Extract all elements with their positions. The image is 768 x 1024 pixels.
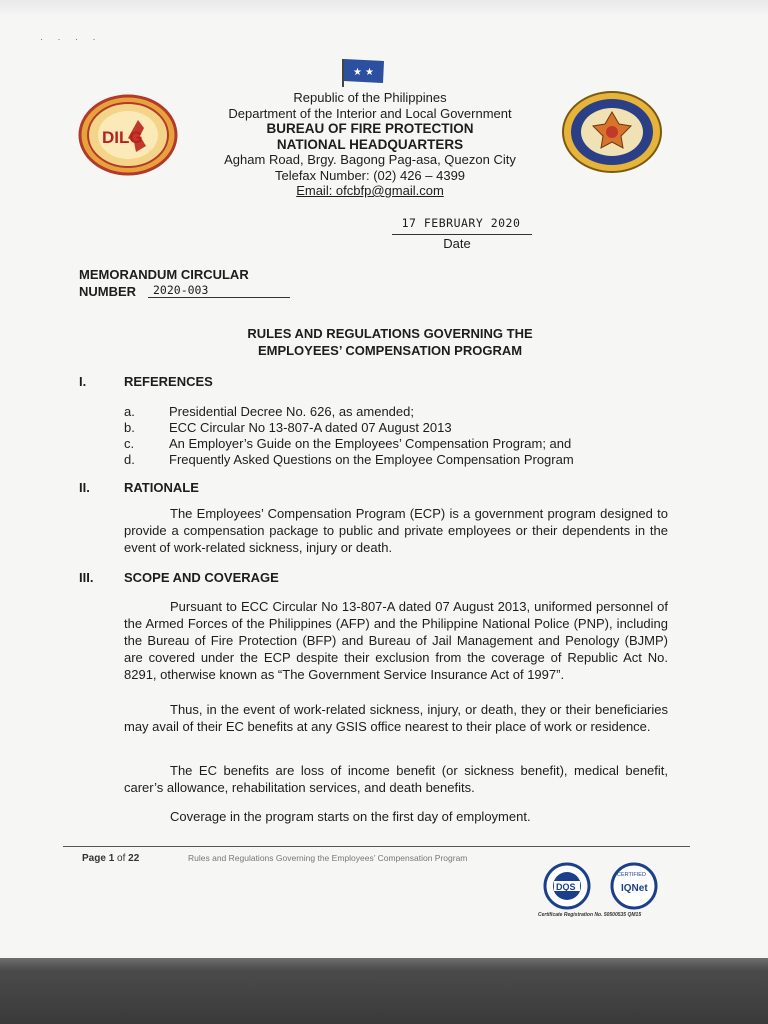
date-value: 17 FEBRUARY 2020 [401,216,521,230]
reference-letter: b. [124,420,135,435]
section-number: II. [79,480,90,495]
reference-letter: c. [124,436,135,451]
letterhead-bureau: BUREAU OF FIRE PROTECTION [266,121,474,136]
svg-text:DILG: DILG [102,128,143,147]
document-title [150,325,630,359]
svg-text:DQS: DQS [556,882,576,892]
section-heading-references: REFERENCES [124,374,213,389]
letterhead-department: Department of the Interior and Local Government [228,105,512,121]
letterhead-email: Email: ofcbfp@gmail.com [296,183,444,198]
scope-paragraph-4: Coverage in the program starts on the first day of employment. [170,809,531,824]
svg-text:★: ★ [353,67,362,78]
footer-document-title: Rules and Regulations Governing the Employees’ Compensation Program [188,853,468,863]
section-number: I. [79,374,87,389]
bfp-seal-logo [561,90,663,174]
svg-text:CERTIFIED: CERTIFIED [617,872,646,878]
scope-paragraph-1: Pursuant to ECC Circular No 13-807-A dated 07 August 2013, uniformed personnel of the Armed Forces of the Philippines (AFP) and the Philippine National Police (PNP), including the Bureau of Fire Protection (BFP) and Bureau of Jail Management and Penology (BJMP) are covered under the ECP despite their exclusion from the coverage of Republic Act No. 8291, otherwise known as “The Government Service Insurance Act of 1997”. [124,599,668,682]
letterhead-hq: NATIONAL HEADQUARTERS [276,136,464,152]
section-heading-rationale: RATIONALE [124,480,199,495]
section-heading-scope: SCOPE AND COVERAGE [124,570,279,585]
memo-number-label: NUMBER [79,284,137,299]
certification-logos [536,862,666,910]
memo-title: MEMORANDUM CIRCULAR [79,267,249,282]
scope-paragraph-2: Thus, in the event of work-related sickness, injury, or death, they or their beneficiaries may avail of their EC benefits at any GSIS office nearest to their place of work or residence. [124,702,668,734]
scan-edge [0,0,768,14]
letterhead-telefax: Telefax Number: (02) 426 – 4399 [274,167,466,183]
document-title-line2: EMPLOYEES’ COMPENSATION PROGRAM [257,343,523,358]
date-label: Date [443,236,471,251]
section-number: III. [79,570,94,585]
reference-letter: d. [124,452,135,467]
footer-page-number: Page 1 of 22 [82,853,140,864]
reference-item: An Employer’s Guide on the Employees’ Compensation Program; and [169,436,572,451]
flag-icon [340,55,388,87]
footer-divider [63,846,690,847]
scan-marks: · · · · [40,34,102,44]
memo-number-value: 2020-003 [148,283,290,298]
certificate-registration: Certificate Registration No. 50500535 QM15 [538,912,642,918]
dilg-seal-logo [78,94,178,176]
reference-item: Frequently Asked Questions on the Employee Compensation Program [169,452,574,467]
scope-paragraph-3: The EC benefits are loss of income benefit (or sickness benefit), medical benefit, carer’s allowance, rehabilitation services, and death benefits. [124,763,668,795]
date-underline [392,234,532,235]
letterhead [190,90,550,199]
scan-background [0,958,768,1024]
svg-text:★: ★ [365,67,374,78]
svg-text:IQNet: IQNet [621,883,648,894]
reference-letter: a. [124,404,135,419]
letterhead-republic: Republic of the Philippines [293,90,447,105]
document-title-line1: RULES AND REGULATIONS GOVERNING THE [247,326,533,341]
reference-item: Presidential Decree No. 626, as amended; [169,404,414,419]
reference-item: ECC Circular No 13-807-A dated 07 August 2013 [169,420,452,435]
letterhead-address: Agham Road, Brgy. Bagong Pag-asa, Quezon City [224,152,516,167]
rationale-paragraph: The Employees’ Compensation Program (ECP) is a government program designed to provide a compensation package to public and private employees or their dependents in the event of work-related sickness, injury or death. [124,506,668,555]
